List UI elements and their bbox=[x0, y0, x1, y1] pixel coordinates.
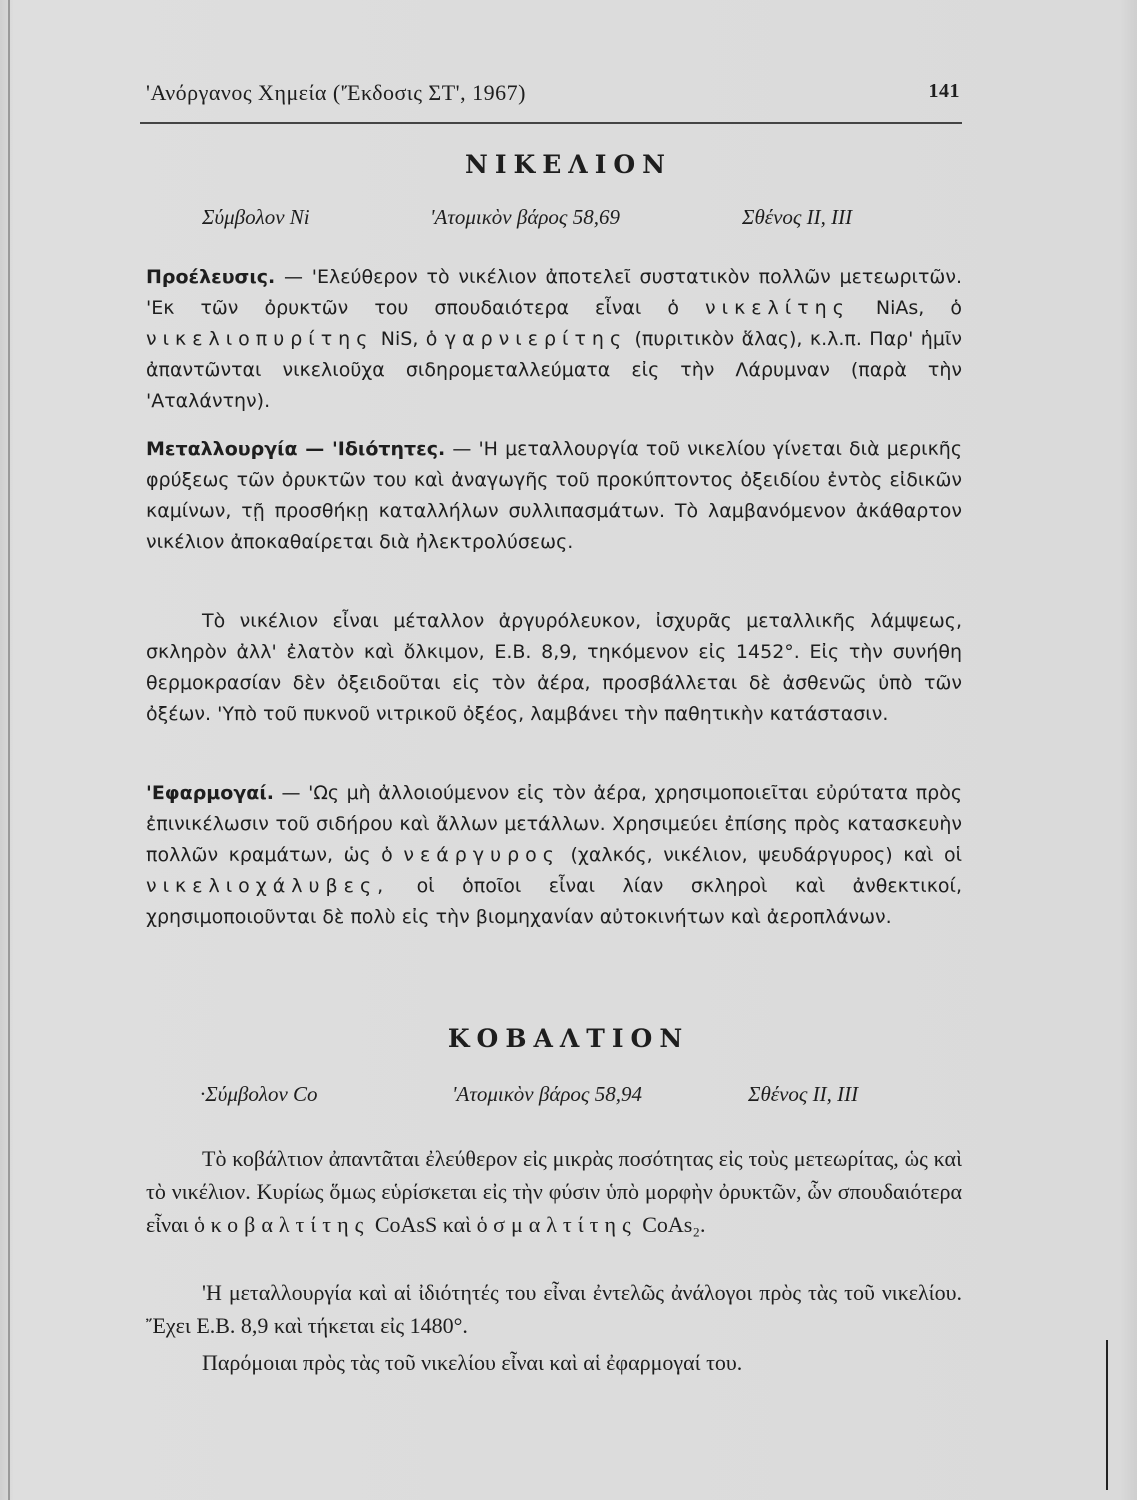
paragraph-heading: Μεταλλουργία — 'Ιδιότητες. bbox=[146, 438, 446, 460]
nickel-valence: Σθένος II, III bbox=[742, 205, 853, 229]
text-run: — 'Ως μὴ ἀλλοιούμενον εἰς τὸν ἀέρα, χρησιμοποιεῖται εὐρύτατα πρὸς ἐπινικέλωσιν τοῦ σιδήρου καὶ ἄλλων μετάλλων. Χρησιμεύει ἐπίσης πρὸς κατασκευὴν πολλῶν κραμάτων, ὡς ὁ bbox=[146, 782, 962, 866]
mineral-name: νικελιοπυρίτης bbox=[146, 328, 374, 350]
margin-mark bbox=[1106, 1340, 1108, 1490]
cobalt-atomic-weight: 'Ατομικὸν βάρος 58,94 bbox=[452, 1082, 642, 1106]
text-run: CoAs₂. bbox=[636, 1212, 706, 1237]
cobalt-valence: Σθένος II, III bbox=[748, 1082, 859, 1106]
text-run: (χαλκός, νικέλιον, ψευδάργυρος) καὶ οἱ bbox=[559, 844, 963, 866]
cobalt-metallurgy-paragraph: 'Η μεταλλουργία καὶ αἱ ἰδιότητές του εἶναι ἐντελῶς ἀνάλογοι πρὸς τὰς τοῦ νικελίου. Ἔχει Ε.Β. 8,9 καὶ τήκεται εἰς 1480°. bbox=[146, 1280, 962, 1338]
text-run: NiS, ὁ bbox=[373, 328, 445, 350]
page-spine-edge bbox=[8, 0, 10, 1500]
text-run: Τὸ κοβάλτιον ἀπαντᾶται ἐλεύθερον εἰς μικρὰς ποσότητας εἰς τοὺς μετεωρίτας, ὡς καὶ τὸ νικέλιον. Κυρίως ὅμως εὑρίσκεται εἰς τὴν φύσιν ὑπὸ μορφὴν ὀρυκτῶν, ὧν σπουδαιότερα εἶναι ὁ bbox=[146, 1146, 962, 1237]
section-title-cobalt: ΚΟΒΑΛΤΙΟΝ bbox=[447, 1024, 690, 1053]
nickel-applications-paragraph bbox=[146, 778, 962, 933]
mineral-name: γαρνιερίτης bbox=[444, 328, 628, 350]
nickel-origin-paragraph bbox=[146, 262, 962, 417]
cobalt-occurrence-paragraph bbox=[146, 1142, 962, 1241]
text-run: (πυριτικὸν ἅλας), κ.λ.π. Παρ' ἡμῖν ἀπαντῶνται νικελιοῦχα σιδηρομεταλλεύματα εἰς τὴν Λάρυμναν (παρὰ τὴν 'Αταλάντην). bbox=[146, 328, 962, 412]
cobalt-symbol: ·Σύμβολον Co bbox=[200, 1082, 318, 1106]
paragraph-heading: Προέλευσις. bbox=[146, 266, 276, 288]
alloy-name: νικελιοχάλυβες, bbox=[146, 875, 390, 897]
text-run: — 'Η μεταλλουργία τοῦ νικελίου γίνεται διὰ μερικῆς φρύξεως τῶν ὀρυκτῶν του καὶ ἀναγωγῆς τοῦ προκύπτοντος ὀξειδίου ἐντὸς εἰδικῶν καμίνων, τῇ προσθήκῃ καταλλήλων συλλιπασμάτων. Τὸ λαμβανόμενον ἀκάθαρτον νικέλιον ἀποκαθαίρεται διὰ ἠλεκτρολύσεως. bbox=[146, 438, 962, 553]
nickel-atomic-weight: 'Ατομικὸν βάρος 58,69 bbox=[430, 205, 620, 229]
nickel-symbol: Σύμβολον Ni bbox=[202, 205, 310, 229]
running-header bbox=[146, 80, 962, 106]
text-run: — 'Ελεύθερον τὸ νικέλιον ἀποτελεῖ συστατικὸν πολλῶν μετεωριτῶν. 'Εκ τῶν ὀρυκτῶν του σπουδαιότερα εἶναι ὁ bbox=[146, 266, 962, 319]
text-run: NiAs, ὁ bbox=[849, 297, 962, 319]
paragraph-heading: 'Εφαρμογαί. bbox=[146, 782, 274, 804]
text-run: CoAsS καὶ ὁ bbox=[369, 1212, 494, 1237]
cobalt-applications-paragraph: Παρόμοιαι πρὸς τὰς τοῦ νικελίου εἶναι καὶ αἱ ἐφαρμογαί του. bbox=[202, 1350, 743, 1375]
header-rule bbox=[140, 122, 962, 124]
running-title: 'Ανόργανος Χημεία ('Έκδοσις ΣΤ', 1967) bbox=[146, 80, 526, 105]
section-title-nickel: ΝΙΚΕΛΙΟΝ bbox=[464, 150, 673, 179]
page-number: 141 bbox=[928, 80, 960, 102]
nickel-properties-paragraph: Τὸ νικέλιον εἶναι μέταλλον ἀργυρόλευκον, ἰσχυρᾶς μεταλλικῆς λάμψεως, σκληρὸν ἀλλ' ἐλατὸν καὶ ὄλκιμον, Ε.Β. 8,9, τηκόμενον εἰς 1452°. Εἰς τὴν συνήθη θερμοκρασίαν δὲν ὀξειδοῦται εἰς τὸν ἀέρα, προσβάλλεται δὲ ἀσθενῶς ὑπὸ τῶν ὀξέων. 'Υπὸ τοῦ πυκνοῦ νιτρικοῦ ὀξέος, λαμβάνει τὴν παθητικὴν κατάστασιν. bbox=[146, 610, 962, 725]
mineral-name: νικελίτης bbox=[705, 297, 850, 319]
nickel-metallurgy-paragraph bbox=[146, 434, 962, 558]
mineral-name: σμαλτίτης bbox=[493, 1212, 637, 1237]
alloy-name: νεάργυρος bbox=[403, 844, 560, 866]
text-run: οἱ ὁποῖοι εἶναι λίαν σκληροὶ καὶ ἀνθεκτικοί, χρησιμοποιοῦνται δὲ πολὺ εἰς τὴν βιομηχανίαν αὐτοκινήτων καὶ ἀεροπλάνων. bbox=[146, 875, 962, 928]
mineral-name: κοβαλτίτης bbox=[210, 1212, 370, 1237]
